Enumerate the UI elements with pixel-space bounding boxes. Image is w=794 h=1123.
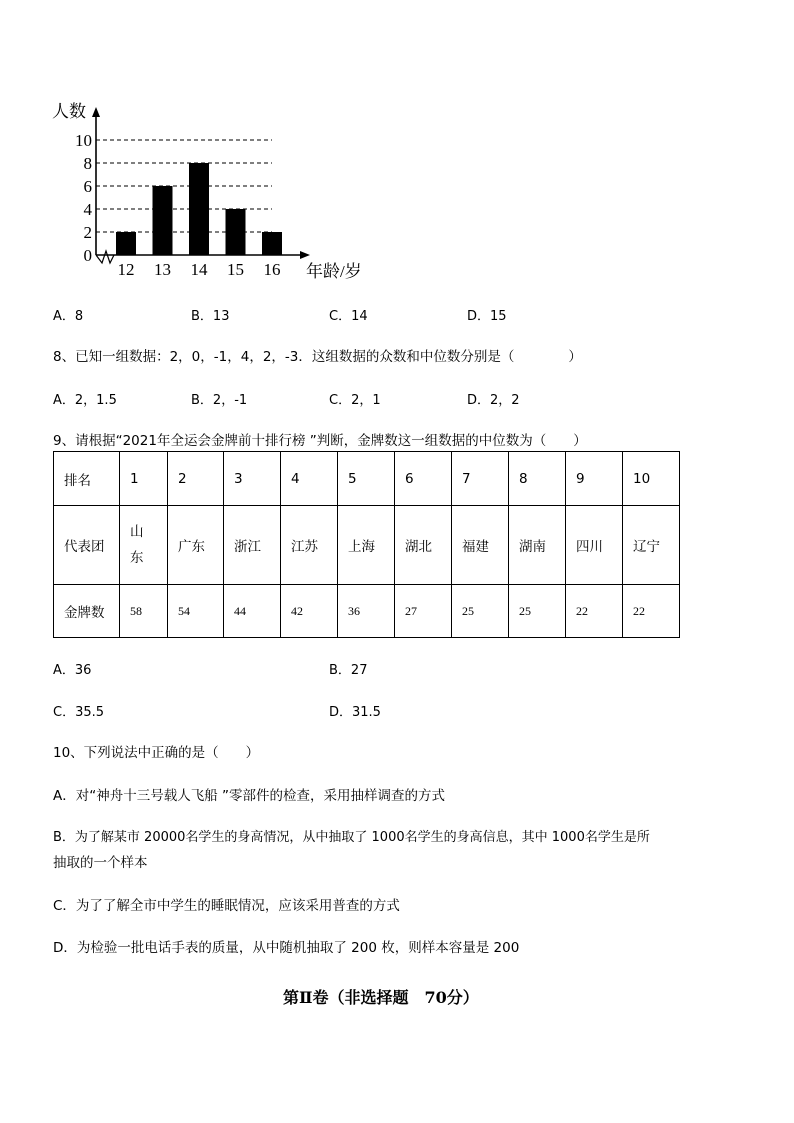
rank-cell: 6	[395, 452, 452, 506]
y-tick-label: 4	[83, 200, 92, 219]
team-header-cell: 代表团	[54, 506, 120, 585]
bar-age-15	[226, 209, 246, 255]
rank-header-cell: 排名	[54, 452, 120, 506]
axis-break-mark	[96, 251, 114, 263]
q8-option-d: D．2，2	[467, 393, 520, 408]
team-cell: 福建	[452, 506, 509, 585]
q9-option-a: A．36	[53, 663, 92, 678]
q9-option-c: C．35.5	[53, 705, 105, 720]
team-cell: 四川	[566, 506, 623, 585]
rank-cell: 3	[224, 452, 281, 506]
medal-count-cell: 22	[566, 585, 623, 638]
y-axis-arrow	[92, 107, 100, 117]
bar-age-13	[153, 186, 173, 255]
medal-ranking-table	[53, 451, 680, 638]
y-tick-labels	[75, 131, 93, 265]
q9-stem: 9、请根据“2021年全运会金牌前十排行榜 ”判断，金牌数这一组数据的中位数为（ ）	[53, 433, 587, 449]
section-title: 第Ⅱ卷（非选择题 70分）	[283, 988, 479, 1007]
q10-option-b-line2: 抽取的一个样本	[53, 855, 148, 871]
x-tick-label: 14	[190, 260, 208, 279]
x-axis-title: 年龄/岁	[306, 262, 362, 281]
team-cell: 广东	[168, 506, 224, 585]
team-cell: 上海	[338, 506, 395, 585]
medal-count-cell: 44	[224, 585, 281, 638]
q8-option-c: C．2，1	[329, 393, 381, 408]
q10-option-c: C．为了了解全市中学生的睡眠情况，应该采用普查的方式	[53, 898, 400, 914]
rank-cell: 8	[509, 452, 566, 506]
team-cell: 湖南	[509, 506, 566, 585]
q10-stem: 10、下列说法中正确的是（ ）	[53, 745, 260, 761]
rank-cell: 2	[168, 452, 224, 506]
team-cell: 浙江	[224, 506, 281, 585]
rank-cell: 4	[281, 452, 338, 506]
team-cell	[120, 506, 168, 585]
table-row-medals	[54, 585, 680, 638]
rank-cell: 5	[338, 452, 395, 506]
q10-option-d: D．为检验一批电话手表的质量，从中随机抽取了 200 枚，则样本容量是 200	[53, 940, 520, 956]
q8-stem: 8、已知一组数据：2，0，-1，4，2，-3．这组数据的众数和中位数分别是（ ）	[53, 349, 582, 365]
q8-option-a: A．2，1.5	[53, 393, 117, 408]
y-tick-label: 0	[83, 246, 92, 265]
x-tick-labels	[118, 260, 281, 279]
q7-option-d: D．15	[467, 309, 507, 324]
x-tick-label: 13	[154, 260, 171, 279]
rank-cell: 7	[452, 452, 509, 506]
age-histogram-chart	[50, 95, 390, 290]
x-tick-label: 16	[263, 260, 281, 279]
q7-option-a: A．8	[53, 309, 84, 324]
rank-cell: 1	[120, 452, 168, 506]
q9-option-d: D．31.5	[329, 705, 381, 720]
team-name: 山东	[130, 524, 144, 566]
x-tick-label: 15	[227, 260, 244, 279]
medal-count-cell: 36	[338, 585, 395, 638]
y-tick-label: 6	[83, 177, 92, 196]
x-tick-label: 12	[117, 260, 135, 279]
medal-header-cell: 金牌数	[54, 585, 120, 638]
x-axis-arrow	[300, 251, 310, 259]
rank-cell: 9	[566, 452, 623, 506]
y-tick-label: 8	[83, 154, 92, 173]
medal-count-cell: 42	[281, 585, 338, 638]
q10-option-b-line1: B．为了解某市 20000名学生的身高情况，从中抽取了 1000名学生的身高信息，其中 1000名学生是所	[53, 830, 650, 845]
medal-count-cell: 27	[395, 585, 452, 638]
q8-option-b: B．2，-1	[191, 393, 248, 408]
medal-count-cell: 25	[509, 585, 566, 638]
table-row-team	[54, 506, 680, 585]
q7-option-c: C．14	[329, 309, 368, 324]
q9-option-b: B．27	[329, 663, 368, 678]
y-tick-label: 10	[75, 131, 92, 150]
medal-count-cell: 54	[168, 585, 224, 638]
y-tick-label: 2	[83, 223, 92, 242]
medal-count-cell: 25	[452, 585, 509, 638]
medal-count-cell: 22	[623, 585, 680, 638]
y-axis-title: 人数	[52, 102, 86, 121]
grid-lines	[96, 140, 272, 232]
q10-option-a: A．对“神舟十三号载人飞船 ”零部件的检查，采用抽样调查的方式	[53, 788, 446, 804]
table-row-rank	[54, 452, 680, 506]
bar-age-14	[189, 163, 209, 255]
bar-age-12	[116, 232, 136, 255]
rank-cell: 10	[623, 452, 680, 506]
team-cell: 辽宁	[623, 506, 680, 585]
team-cell: 湖北	[395, 506, 452, 585]
team-cell: 江苏	[281, 506, 338, 585]
bar-age-16	[262, 232, 282, 255]
medal-count-cell: 58	[120, 585, 168, 638]
q7-option-b: B．13	[191, 309, 230, 324]
